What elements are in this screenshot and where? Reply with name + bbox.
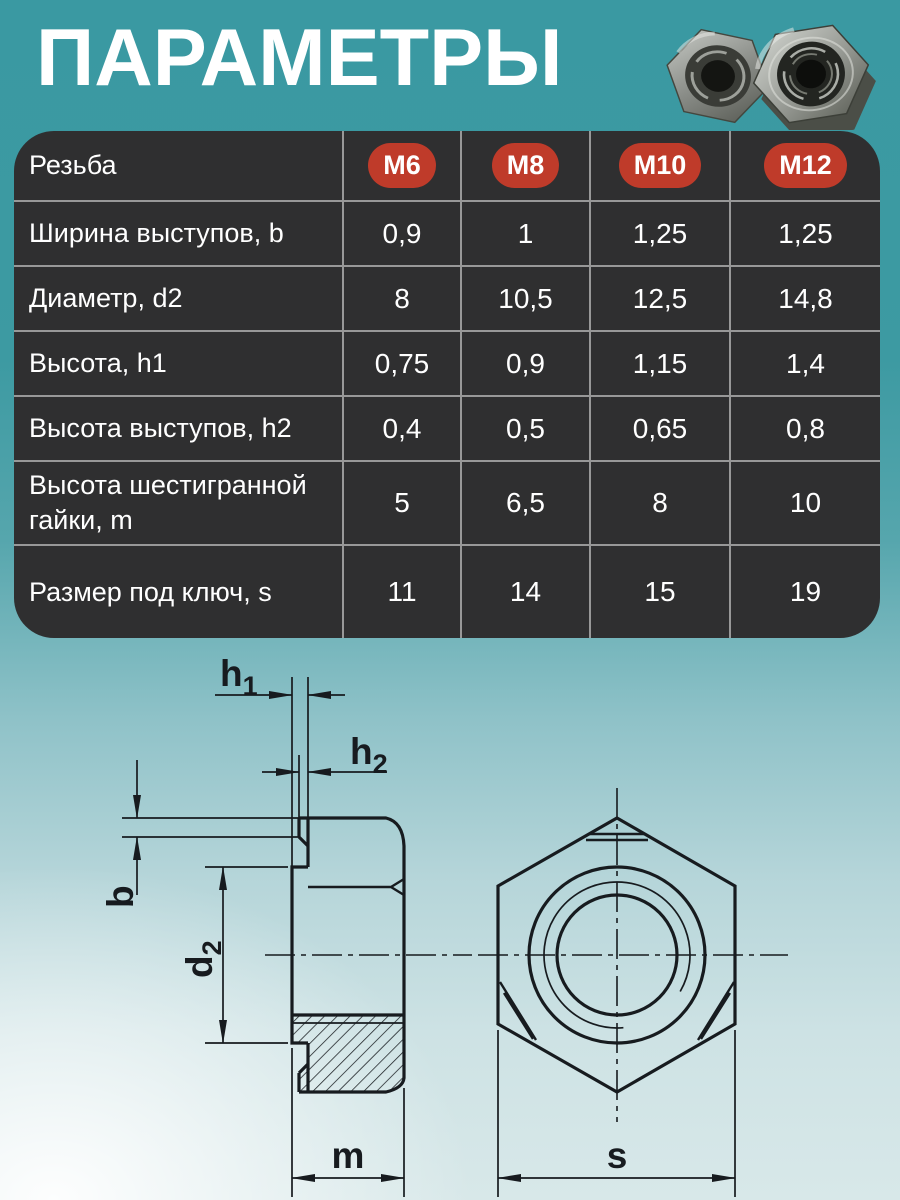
parameters-table xyxy=(14,131,880,638)
size-badge-cell-m10 xyxy=(591,131,731,202)
param-value: 19 xyxy=(789,576,822,607)
param-value: 1,25 xyxy=(591,202,731,267)
param-value: 0,65 xyxy=(591,397,731,462)
technical-drawing xyxy=(0,640,900,1200)
front-view xyxy=(478,788,788,1122)
param-value: 0,75 xyxy=(344,332,462,397)
param-value: 1,4 xyxy=(731,332,880,397)
dim-b xyxy=(100,760,299,908)
param-value: 8 xyxy=(591,462,731,546)
param-label: Размер под ключ, s xyxy=(14,546,344,638)
param-value: 10 xyxy=(731,462,880,546)
param-value: 14 xyxy=(462,546,591,638)
param-value: 11 xyxy=(344,546,462,638)
dim-label-h2: $h_2$ xyxy=(350,731,388,779)
param-value: 15 xyxy=(591,546,731,638)
param-label: Высота шестигранной гайки, m xyxy=(14,462,344,546)
front-nut-illustration xyxy=(746,18,882,130)
param-value: 1,25 xyxy=(731,202,880,267)
dim-label-h1: $h_1$ xyxy=(220,653,258,701)
projection-mark-bottom-right xyxy=(698,982,734,1040)
param-label: Высота, h1 xyxy=(14,332,344,397)
section-view xyxy=(265,818,472,1092)
param-label: Ширина выступов, b xyxy=(14,202,344,267)
size-badge-m8: M8 xyxy=(492,143,560,188)
param-value: 5 xyxy=(344,462,462,546)
param-value: 10,5 xyxy=(462,267,591,332)
param-value: 0,9 xyxy=(462,332,591,397)
param-value: 0,8 xyxy=(731,397,880,462)
page-title: ПАРАМЕТРЫ xyxy=(36,13,563,103)
row-thread-label: Резьба xyxy=(14,131,344,202)
param-value: 14,8 xyxy=(731,267,880,332)
param-label: Высота выступов, h2 xyxy=(14,397,344,462)
param-value: 1 xyxy=(462,202,591,267)
param-value: 0,4 xyxy=(344,397,462,462)
dim-label-m: m xyxy=(331,1135,365,1176)
param-value: 6,5 xyxy=(462,462,591,546)
dim-h1 xyxy=(215,653,345,867)
dim-label-s: s xyxy=(606,1135,628,1176)
param-label: Диаметр, d2 xyxy=(14,267,344,332)
size-badge-cell-m8 xyxy=(462,131,591,202)
projection-mark-bottom-left xyxy=(500,982,536,1040)
param-value: 12,5 xyxy=(591,267,731,332)
param-value: 8 xyxy=(344,267,462,332)
section-hatch xyxy=(292,1015,404,1092)
size-badge-cell-m12 xyxy=(731,131,880,202)
weld-nuts-photo xyxy=(648,8,888,130)
param-value: 0,5 xyxy=(462,397,591,462)
dim-h2 xyxy=(262,731,388,818)
size-badge-cell-m6 xyxy=(344,131,462,202)
dim-label-b: b xyxy=(100,885,141,908)
param-value: 0,9 xyxy=(344,202,462,267)
dim-label-d2: $d_2$ xyxy=(179,940,227,978)
size-badge-m10: M10 xyxy=(619,143,702,188)
dim-s xyxy=(498,1030,735,1197)
size-badge-m12: M12 xyxy=(764,143,847,188)
size-badge-m6: M6 xyxy=(368,143,436,188)
param-value: 1,15 xyxy=(591,332,731,397)
